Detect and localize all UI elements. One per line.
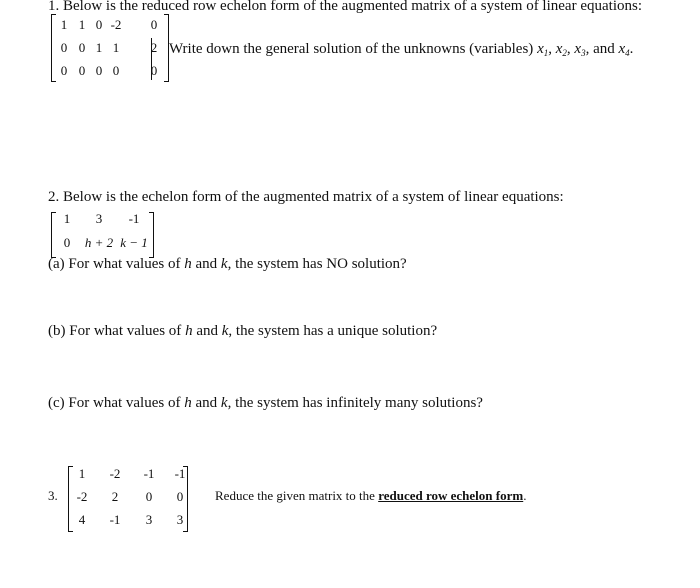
matrix-cell: 0 <box>95 63 103 78</box>
var-x2: $x_2$ <box>555 41 567 58</box>
matrix-cell: 0 <box>150 63 158 78</box>
problem3-instruction: Reduce the given matrix to the reduced row echelon form. <box>215 488 527 503</box>
matrix-cell: 0 <box>145 489 153 504</box>
matrix-cell: 2 <box>150 40 158 55</box>
matrix-cell: -2 <box>109 466 121 481</box>
matrix-cell: 0 <box>176 489 184 504</box>
matrix-cell: 3 <box>145 512 153 527</box>
matrix-cell: 0 <box>63 235 71 250</box>
matrix-cell: -2 <box>76 489 88 504</box>
matrix-cell: 1 <box>63 211 71 226</box>
matrix-cell: 4 <box>78 512 86 527</box>
matrix-cell: 0 <box>60 40 68 55</box>
problem1-instruction: Write down the general solution of the unknowns (variables) $x_1$, $x_2$, $x_3$, and $x_4$. <box>169 41 634 58</box>
var-x3: $x_3$ <box>574 41 586 58</box>
matrix-cell: 3 <box>176 512 184 527</box>
matrix-cell: 0 <box>78 40 86 55</box>
question-2b: (b) For what values of h and k, the system has a unique solution? <box>48 323 438 339</box>
period: . <box>629 41 634 57</box>
rref-emphasis: reduced row echelon form <box>378 488 524 503</box>
matrix-cell: 0 <box>150 17 158 32</box>
matrix-cell: k − 1 <box>120 235 148 250</box>
instruction-text: Write down the general solution of the unknowns (variables) <box>169 41 534 57</box>
matrix-cell: -1 <box>128 211 140 226</box>
matrix-cell: 3 <box>95 211 103 226</box>
question-2c: (c) For what values of h and k, the system has infinitely many solutions? <box>48 395 483 411</box>
matrix-cell: 0 <box>112 63 120 78</box>
matrix-cell: 1 <box>112 40 120 55</box>
var-x1: $x_1$ <box>537 41 549 58</box>
matrix-cell: -1 <box>143 466 155 481</box>
problem1-heading: 1. Below is the reduced row echelon form of the augmented matrix of a system of linear equations: <box>48 0 642 14</box>
matrix-cell: 0 <box>78 63 86 78</box>
matrix-cell: h + 2 <box>84 235 114 250</box>
matrix-cell: 0 <box>95 17 103 32</box>
question-2a: (a) For what values of h and k, the system has NO solution? <box>48 256 407 272</box>
matrix-cell: 1 <box>78 466 86 481</box>
matrix-cell: 1 <box>60 17 68 32</box>
problem3-number: 3. <box>48 488 58 503</box>
and-text: , and <box>585 41 615 57</box>
matrix-cell: -2 <box>110 17 122 32</box>
problem2-heading: 2. Below is the echelon form of the augmented matrix of a system of linear equations: <box>48 189 564 205</box>
matrix-cell: 2 <box>111 489 119 504</box>
matrix-cell: -1 <box>109 512 121 527</box>
matrix-cell: 0 <box>60 63 68 78</box>
matrix-cell: 1 <box>95 40 103 55</box>
matrix-cell: -1 <box>174 466 186 481</box>
matrix-cell: 1 <box>78 17 86 32</box>
var-x4: $x_4$ <box>618 41 630 58</box>
